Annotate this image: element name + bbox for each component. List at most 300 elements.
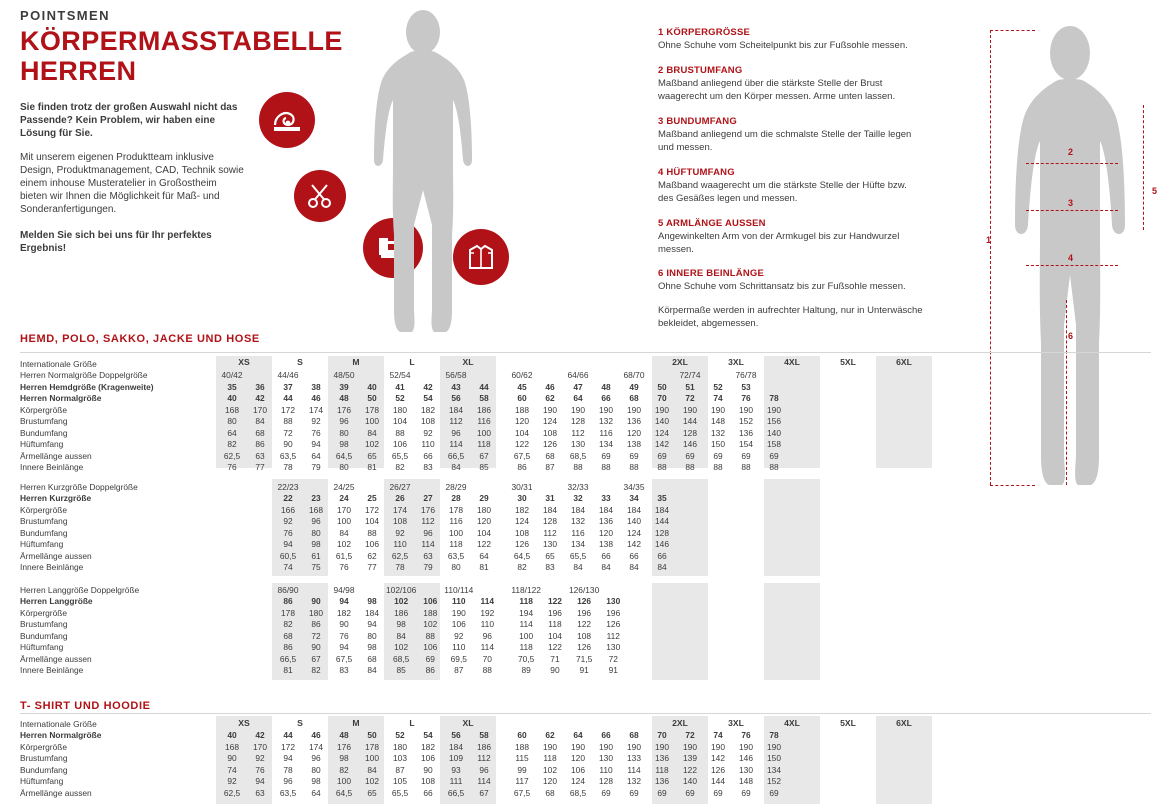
table-cell: 68 [545, 787, 555, 798]
table-cell: 34/35 [623, 481, 645, 492]
table-cell: 102 [394, 596, 409, 607]
table-cell: 120 [515, 416, 529, 427]
table-cell: 114 [477, 776, 491, 787]
table-cell: 60 [517, 393, 527, 404]
row-label: Herren Normalgröße Doppelgröße [20, 370, 148, 381]
table-cell [704, 370, 732, 382]
table-cell: 64 [311, 787, 321, 798]
table-cell: 115 [515, 753, 529, 764]
table-cell: 150 [767, 753, 781, 764]
brand-name: POINTSMEN [20, 8, 110, 23]
table-cell: 84 [657, 562, 667, 573]
table-cell: 87 [545, 462, 555, 473]
table-cell: 31 [545, 493, 555, 504]
column-gap [498, 481, 508, 493]
table-cell: 22 [283, 493, 293, 504]
table-cell: 85 [396, 665, 406, 676]
table-cell: 184 [599, 504, 613, 515]
table-cell: 104 [393, 416, 407, 427]
page-title [20, 26, 343, 86]
table-cell: 139 [683, 753, 697, 764]
table-cell [655, 665, 683, 677]
table-cell: 66 [657, 550, 667, 561]
table-cell: 90 [423, 764, 433, 775]
intro-cta-text: Melden Sie sich bei uns für Ihr perfektes Ergebnis! [20, 230, 212, 254]
table-cell: 75 [311, 562, 321, 573]
instruction-5-text: Angewinkelten Arm von der Armkugel bis zur Handwurzel messen. [658, 231, 900, 255]
table-cell [358, 718, 386, 730]
table-cell: 142 [627, 539, 641, 550]
table-cell [470, 358, 498, 370]
table-cell: 190 [571, 741, 585, 752]
table-cell [704, 481, 732, 493]
table-cell: 184 [571, 504, 585, 515]
table-cell: 94 [367, 619, 377, 630]
table-cell: 84 [367, 427, 377, 438]
size-label-5xl: 5XL [840, 357, 856, 367]
table-cell [655, 619, 683, 631]
table-cell: 79 [311, 462, 321, 473]
table-cell: 120 [543, 776, 557, 787]
table-cell: 178 [365, 741, 379, 752]
table-cell [683, 653, 711, 665]
instruction-1-number: 1 [658, 27, 664, 38]
table-cell: 64,5 [513, 550, 531, 561]
table-cell: 67 [479, 787, 489, 798]
table-cell: 64 [479, 550, 489, 561]
table-cell: 66 [423, 450, 433, 461]
table-row [20, 481, 788, 493]
table-cell [218, 358, 246, 370]
table-cell: 40 [367, 381, 377, 392]
table-cell: 87 [395, 764, 405, 775]
table-cell [358, 584, 386, 596]
table-cell: 86 [311, 619, 321, 630]
scissors-icon [294, 170, 346, 222]
table-cell: 112 [543, 527, 557, 538]
table-cell [414, 370, 442, 382]
section1-divider [20, 352, 1151, 353]
table-cell: 52 [395, 730, 405, 741]
table-cell: 90 [283, 439, 293, 450]
table-cell: 136 [655, 776, 669, 787]
table-cell: 69 [741, 450, 751, 461]
table-cell: 77 [255, 462, 265, 473]
table-cell: 50 [657, 381, 667, 392]
table-cell [767, 607, 795, 619]
table-cell: 63 [255, 450, 265, 461]
table-cell [760, 493, 788, 505]
table-cell: 182 [421, 404, 435, 415]
table-tshirt-sizes [20, 718, 788, 799]
table-cell [683, 665, 711, 677]
measurement-note: Körpermaße werden in aufrechter Haltung, nur in Unterwäsche bekleidet, abgemessen. [658, 305, 923, 329]
table-cell: 66,5 [447, 450, 465, 461]
table-cell: 178 [449, 504, 463, 515]
row-label: Innere Beinlänge [20, 462, 84, 473]
table-cell [760, 370, 788, 382]
table-cell: 140 [683, 776, 697, 787]
table-cell: 114 [480, 596, 495, 607]
table-row [20, 450, 788, 462]
table-cell [648, 481, 676, 493]
table-cell: 136 [627, 416, 641, 427]
table-row [20, 562, 788, 574]
table-cell: 81 [479, 562, 489, 573]
table-cell: 170 [253, 404, 267, 415]
table-cell: 136 [739, 427, 753, 438]
table-cell [620, 718, 648, 730]
table-cell: 134 [767, 764, 781, 775]
table-cell: 118 [519, 642, 533, 653]
table-cell: 110 [452, 642, 466, 653]
instruction-3-number: 3 [658, 116, 664, 127]
table-cell: 78 [769, 730, 779, 741]
table-cell: 86 [517, 462, 527, 473]
table-cell: 138 [627, 439, 641, 450]
table-cell: 180 [393, 404, 407, 415]
instruction-2 [658, 65, 923, 103]
table-cell: 96 [311, 753, 321, 764]
table-cell: 166 [281, 504, 295, 515]
table-cell: 48 [601, 381, 611, 392]
table-cell: 158 [767, 439, 781, 450]
table-cell [627, 653, 655, 665]
table-row [20, 516, 788, 528]
table-cell: 69 [769, 450, 779, 461]
table-cell [739, 642, 767, 654]
table-cell [302, 584, 330, 596]
table-cell: 34 [629, 493, 639, 504]
column-gap [498, 404, 508, 416]
table-cell: 190 [571, 404, 585, 415]
table-cell [739, 596, 767, 608]
table-cell: 110 [421, 439, 435, 450]
table-cell: 102 [365, 439, 379, 450]
table-cell: 118 [548, 619, 562, 630]
table-cell [246, 607, 274, 619]
height-guide-line [990, 30, 991, 485]
marker-5: 5 [1152, 186, 1158, 196]
table-cell: 56 [451, 393, 461, 404]
table-cell [246, 516, 274, 528]
table-cell [541, 584, 569, 596]
table-cell: 42 [255, 730, 265, 741]
table-cell: 54 [423, 730, 433, 741]
table-cell: 126 [577, 642, 592, 653]
table-cell: 42 [423, 381, 433, 392]
table-cell [508, 358, 536, 370]
table-cell [648, 718, 676, 730]
table-row [20, 741, 788, 753]
table-cell [760, 539, 788, 551]
table-cell [711, 630, 739, 642]
table-cell: 100 [519, 630, 534, 641]
table-cell: 190 [683, 741, 697, 752]
table-cell: 86 [255, 439, 265, 450]
table-row [20, 527, 788, 539]
table-normal-sizes [20, 358, 788, 473]
table-cell: 174 [393, 504, 407, 515]
column-gap [498, 462, 508, 474]
table-cell: 86 [283, 642, 293, 653]
table-row [20, 718, 788, 730]
table-row [20, 642, 795, 654]
table-cell: 67 [311, 653, 321, 664]
table-row [20, 493, 788, 505]
table-cell [473, 584, 501, 596]
instruction-3-heading: BUNDUMFANG [666, 116, 737, 127]
table-row [20, 462, 788, 474]
table-cell: 174 [309, 741, 323, 752]
table-cell: 104 [515, 427, 529, 438]
table-cell: 70,5 [517, 653, 535, 664]
table-cell: 70 [482, 653, 492, 664]
table-cell: 45 [517, 381, 527, 392]
table-cell: 64 [311, 450, 321, 461]
table-cell: 110 [480, 619, 494, 630]
table-cell: 69 [769, 787, 779, 798]
instruction-6-heading: INNERE BEINLÄNGE [666, 268, 765, 279]
table-cell [732, 481, 760, 493]
table-row [20, 416, 788, 428]
table-cell: 88 [367, 527, 377, 538]
intro-body-text: Mit unserem eigenen Produktteam inklusive Design, Produktmanagement, CAD, Technik sowie einem inhouse Musteratelier in Großostheim bieten wir Ihnen die Möglichkeit für Maß- und Sonderanfertigungen. [20, 152, 244, 215]
table-cell: 94 [339, 596, 349, 607]
table-cell [627, 596, 655, 608]
table-cell: 103 [393, 753, 407, 764]
table-cell [536, 370, 564, 382]
table-cell: 69 [741, 787, 751, 798]
table-cell [508, 718, 536, 730]
size-group-band-6xl [876, 356, 932, 468]
table-cell: 98 [311, 776, 321, 787]
table-cell: 69 [685, 787, 695, 798]
table-cell: 76 [741, 730, 751, 741]
table-cell [218, 562, 246, 574]
column-gap [498, 753, 508, 765]
column-gap [498, 358, 508, 370]
table-cell: 30/31 [511, 481, 533, 492]
table-cell: 98 [367, 596, 377, 607]
table-long-sizes [20, 584, 795, 676]
table-cell: 128 [599, 776, 613, 787]
table-cell [274, 358, 302, 370]
table-cell: 190 [627, 741, 641, 752]
table-cell: 118 [449, 539, 463, 550]
table-cell: 41 [395, 381, 405, 392]
table-cell [704, 718, 732, 730]
table-cell [655, 630, 683, 642]
table-cell: 70 [657, 730, 667, 741]
table-cell: 27 [423, 493, 433, 504]
table-cell: 190 [543, 404, 557, 415]
table-row [20, 607, 795, 619]
table-cell [470, 718, 498, 730]
table-cell: 122 [515, 439, 529, 450]
table-cell [704, 358, 732, 370]
table-cell: 66 [629, 550, 639, 561]
table-cell [739, 653, 767, 665]
table-cell: 67,5 [513, 450, 531, 461]
instruction-2-number: 2 [658, 65, 664, 76]
table-cell [218, 665, 246, 677]
table-cell [302, 370, 330, 382]
table-cell: 52 [713, 381, 723, 392]
table-cell: 63,5 [279, 450, 297, 461]
table-cell [274, 718, 302, 730]
table-cell [592, 481, 620, 493]
table-cell [676, 539, 704, 551]
table-cell [620, 358, 648, 370]
table-cell: 24/25 [333, 481, 355, 492]
table-cell [218, 481, 246, 493]
row-label: Ärmellänge aussen [20, 653, 92, 664]
page-title-line1: KÖRPERMASSTABELLE [20, 26, 343, 56]
table-cell: 118/122 [511, 584, 541, 595]
table-cell: 69 [629, 450, 639, 461]
column-gap [501, 630, 511, 642]
row-label: Bundumfang [20, 764, 68, 775]
marker-2: 2 [1068, 147, 1074, 157]
table-cell: 35 [657, 493, 667, 504]
table-cell [711, 653, 739, 665]
column-gap [498, 370, 508, 382]
instruction-2-text: Maßband anliegend über die stärkste Stelle der Brust waagerecht um den Körper messen. Arme unten lassen. [658, 78, 896, 102]
table-cell: 142 [711, 753, 725, 764]
table-cell: 116 [449, 516, 463, 527]
table-cell: 134 [571, 539, 585, 550]
table-cell [767, 642, 795, 654]
table-cell: 72 [608, 653, 618, 664]
table-row [20, 665, 795, 677]
table-cell: 190 [739, 404, 753, 415]
table-cell: 40 [227, 393, 237, 404]
table-cell: 78 [283, 462, 293, 473]
table-cell: 92 [311, 416, 321, 427]
table-cell [676, 504, 704, 516]
table-cell: 76 [339, 630, 349, 641]
table-cell: 29 [479, 493, 489, 504]
column-gap [498, 439, 508, 451]
table-cell: 190 [599, 741, 613, 752]
table-cell: 71 [550, 653, 560, 664]
table-cell: 106 [393, 439, 407, 450]
table-cell: 172 [365, 504, 379, 515]
table-cell: 68,5 [569, 450, 587, 461]
table-cell: 188 [515, 741, 529, 752]
table-cell [246, 619, 274, 631]
table-cell: 178 [281, 607, 295, 618]
table-cell [627, 642, 655, 654]
column-gap [501, 642, 511, 654]
male-silhouette-front [348, 10, 498, 340]
instruction-5-number: 5 [658, 218, 664, 229]
table-cell: 132 [599, 416, 613, 427]
table-cell: 126 [711, 764, 725, 775]
instruction-5-heading: ARMLÄNGE AUSSEN [665, 218, 766, 229]
table-cell: 100 [449, 527, 463, 538]
table-cell: 100 [365, 416, 379, 427]
table-cell: 116 [599, 427, 613, 438]
table-cell [330, 358, 358, 370]
table-cell: 110 [393, 539, 407, 550]
table-cell [704, 516, 732, 528]
size-label-l: L [409, 357, 415, 367]
table-cell: 122 [547, 596, 562, 607]
table-row [20, 619, 795, 631]
table-cell: 80 [367, 630, 377, 641]
table-cell: 190 [711, 741, 725, 752]
table-cell [655, 584, 683, 596]
table-cell: 91 [608, 665, 618, 676]
table-cell: 176 [337, 741, 351, 752]
table-cell: 85 [479, 462, 489, 473]
table-cell: 130 [599, 753, 613, 764]
table-cell [246, 562, 274, 574]
table-cell [592, 370, 620, 382]
inseam-guide-line [1066, 300, 1067, 485]
column-gap [498, 764, 508, 776]
table-cell [218, 619, 246, 631]
table-cell [627, 630, 655, 642]
height-guide-top [990, 30, 1035, 31]
table-cell: 28/29 [445, 481, 467, 492]
table-cell [246, 642, 274, 654]
table-cell: 108 [421, 416, 435, 427]
table-cell: 130 [543, 539, 557, 550]
table-cell: 66 [423, 787, 433, 798]
table-cell: 102 [365, 776, 379, 787]
table-cell: 68,5 [569, 787, 587, 798]
table-cell: 64 [573, 393, 583, 404]
table-cell [683, 596, 711, 608]
table-cell: 88 [685, 462, 695, 473]
table-cell: 30 [517, 493, 527, 504]
table-cell: 156 [767, 416, 781, 427]
row-label: Bundumfang [20, 427, 68, 438]
table-cell [218, 550, 246, 562]
table-cell: 108 [577, 630, 592, 641]
size2-label-3xl: 3XL [728, 718, 744, 728]
table-row [20, 370, 788, 382]
table-cell: 132 [571, 516, 585, 527]
intro-bold-text: Sie finden trotz der großen Auswahl nicht das Passende? Kein Problem, wir haben eine Lösung für Sie. [20, 102, 238, 139]
table-cell: 180 [393, 741, 407, 752]
table-cell: 74 [713, 730, 723, 741]
table-cell: 148 [739, 776, 753, 787]
table-cell: 86 [283, 596, 293, 607]
table-cell [760, 550, 788, 562]
table-cell: 88 [601, 462, 611, 473]
table-cell: 88 [741, 462, 751, 473]
instruction-4-text: Maßband waagerecht um die stärkste Stelle der Hüfte bzw. des Gesäßes legen und messen. [658, 180, 907, 204]
table-cell: 108 [421, 776, 435, 787]
measuring-tape-icon [259, 92, 315, 148]
table-cell [414, 358, 442, 370]
table-cell: 62,5 [391, 550, 409, 561]
table-cell: 86/90 [277, 584, 299, 595]
table-cell: 102/106 [386, 584, 417, 595]
row-label: Brustumfang [20, 619, 68, 630]
table-cell [732, 504, 760, 516]
table-cell: 144 [683, 416, 697, 427]
table-cell: 44 [283, 730, 293, 741]
table-cell [416, 584, 444, 596]
column-gap [498, 776, 508, 788]
row-label: Körpergröße [20, 504, 68, 515]
table-cell: 109 [449, 753, 463, 764]
